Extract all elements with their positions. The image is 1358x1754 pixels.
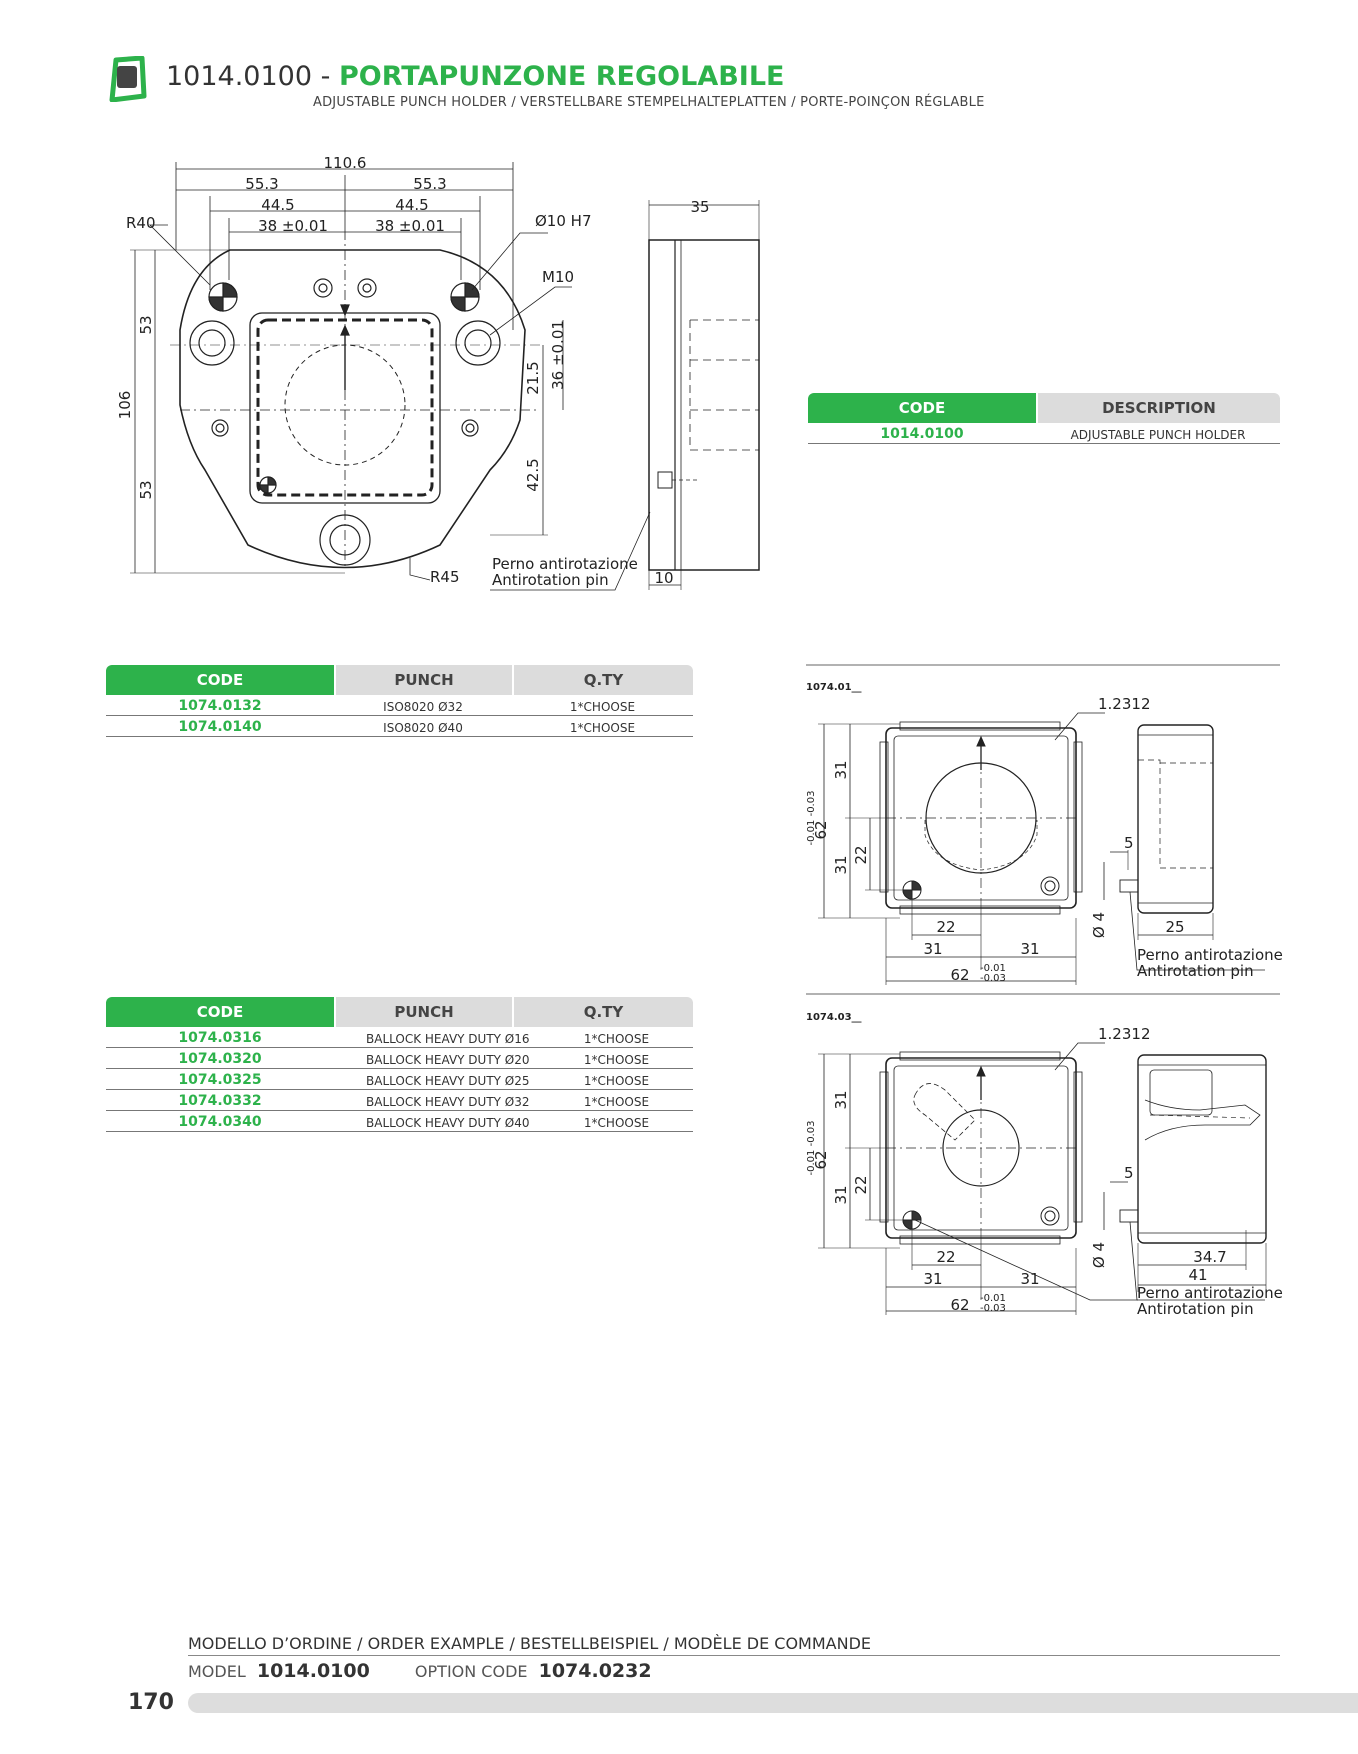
- dim-62-horizontal: 62: [950, 1296, 970, 1314]
- dim-41: 41: [1188, 1266, 1208, 1284]
- table-row: 1014.0100 ADJUSTABLE PUNCH HOLDER: [808, 423, 1280, 444]
- title-separator: -: [320, 61, 331, 92]
- iso-header-code: CODE: [106, 665, 334, 695]
- dim-53-top: 53: [137, 315, 155, 335]
- dim-d10h7: Ø10 H7: [535, 212, 592, 230]
- dim-31-left: 31: [923, 940, 943, 958]
- ballock-header-punch: PUNCH: [336, 997, 512, 1027]
- dim-62-vertical: 62: [812, 1150, 830, 1170]
- dim-half-left: 55.3: [245, 175, 279, 193]
- dim-53-bottom: 53: [137, 480, 155, 500]
- page-subtitle: ADJUSTABLE PUNCH HOLDER / VERSTELLBARE STEMPELHALTEPLATTEN / PORTE-POINÇON RÉGLABLE: [313, 95, 985, 110]
- dim-m10: M10: [542, 268, 575, 286]
- dim-31-right: 31: [1020, 940, 1040, 958]
- dim-31-right: 31: [1020, 1270, 1040, 1288]
- pin-label-it: Perno antirotazione: [1137, 946, 1283, 964]
- title-main: PORTAPUNZONE REGOLABILE: [338, 61, 785, 92]
- side-dim-35: 35: [690, 198, 710, 216]
- table-row: 1074.0316 BALLOCK HEAVY DUTY Ø16 1*CHOOSE: [106, 1027, 693, 1048]
- dim-34-7: 34.7: [1193, 1248, 1227, 1266]
- option-code-label: OPTION CODE: [414, 1662, 528, 1681]
- pin-label-en: Antirotation pin: [1137, 962, 1254, 980]
- dim-d4: Ø 4: [1090, 1241, 1108, 1269]
- dim-62-tolerance-bottom: -0.03: [980, 1303, 1006, 1314]
- dim-total: 110.6: [323, 154, 367, 172]
- table-row: 1074.0132 ISO8020 Ø32 1*CHOOSE: [106, 695, 693, 716]
- dim-62-tolerance-bottom: -0.03: [980, 973, 1006, 984]
- table-row: 1074.0325 BALLOCK HEAVY DUTY Ø25 1*CHOOSE: [106, 1069, 693, 1090]
- dim-44-right: 44.5: [395, 196, 429, 214]
- dim-22-vertical: 22: [852, 1175, 870, 1195]
- table-row: 1074.0320 BALLOCK HEAVY DUTY Ø20 1*CHOOSE: [106, 1048, 693, 1069]
- screw-label: 1.2312: [1098, 1025, 1151, 1043]
- model-label: MODEL: [188, 1662, 246, 1681]
- table-row: 1074.0332 BALLOCK HEAVY DUTY Ø32 1*CHOOSE: [106, 1090, 693, 1111]
- title-code: 1014.0100: [166, 61, 313, 92]
- dim-44-left: 44.5: [261, 196, 295, 214]
- dim-42-5: 42.5: [524, 458, 542, 492]
- dim-62-horizontal: 62: [950, 966, 970, 984]
- dim-31-bottom: 31: [832, 1185, 850, 1205]
- pin-label-it: Perno antirotazione: [492, 555, 638, 573]
- dim-half-right: 55.3: [413, 175, 447, 193]
- brand-logo-icon: [106, 56, 148, 102]
- dim-22-horizontal: 22: [936, 1248, 956, 1266]
- iso-header-punch: PUNCH: [336, 665, 512, 695]
- dim-21-5: 21.5: [524, 361, 542, 395]
- dim-25: 25: [1165, 918, 1185, 936]
- dim-5: 5: [1124, 1164, 1134, 1182]
- order-example-row: [188, 1660, 652, 1682]
- ballock-header-code: CODE: [106, 997, 334, 1027]
- dim-31-top: 31: [832, 760, 850, 780]
- dim-22-vertical: 22: [852, 845, 870, 865]
- dim-106: 106: [116, 390, 134, 420]
- description-table: [808, 393, 1280, 444]
- dim-31-left: 31: [923, 1270, 943, 1288]
- iso-punch-table: [106, 665, 693, 737]
- table-row: 1074.0140 ISO8020 Ø40 1*CHOOSE: [106, 716, 693, 737]
- dim-62-tolerance-top: -0.01: [980, 1293, 1006, 1304]
- dim-31-bottom: 31: [832, 855, 850, 875]
- drawing-label: 1074.01__: [806, 682, 862, 693]
- dim-r45: R45: [430, 568, 460, 586]
- ballock-punch-table: [106, 997, 693, 1132]
- dim-22-horizontal: 22: [936, 918, 956, 936]
- dim-62-tolerance: -0.01 -0.03: [806, 1120, 817, 1176]
- option-code-value: 1074.0232: [538, 1660, 652, 1682]
- dim-38-right: 38 ±0.01: [375, 217, 445, 235]
- drawing-1074-01: [800, 660, 1290, 995]
- drawing-label: 1074.03__: [806, 1012, 862, 1023]
- screw-label: 1.2312: [1098, 695, 1151, 713]
- dim-62-tolerance-top: -0.01: [980, 963, 1006, 974]
- table-row: 1074.0340 BALLOCK HEAVY DUTY Ø40 1*CHOOSE: [106, 1111, 693, 1132]
- dim-r40: R40: [126, 214, 156, 232]
- dim-38-left: 38 ±0.01: [258, 217, 328, 235]
- page-title: [166, 62, 785, 92]
- pin-label-en: Antirotation pin: [1137, 1300, 1254, 1318]
- pin-label-it: Perno antirotazione: [1137, 1284, 1283, 1302]
- ballock-header-qty: Q.TY: [514, 997, 693, 1027]
- side-dim-10: 10: [654, 569, 674, 587]
- drawing-1074-03: [800, 990, 1290, 1325]
- footer-bar: [188, 1693, 1358, 1713]
- desc-header-code: CODE: [808, 393, 1036, 423]
- order-example-label: MODELLO D’ORDINE / ORDER EXAMPLE / BESTELLBEISPIEL / MODÈLE DE COMMANDE: [188, 1634, 871, 1653]
- model-value: 1014.0100: [256, 1660, 370, 1682]
- dim-62-tolerance: -0.01 -0.03: [806, 790, 817, 846]
- dim-62-vertical: 62: [812, 820, 830, 840]
- dim-31-top: 31: [832, 1090, 850, 1110]
- dim-5: 5: [1124, 834, 1134, 852]
- dim-36: 36 ±0.01: [549, 320, 567, 390]
- page-number: 170: [128, 1690, 174, 1715]
- pin-label-en: Antirotation pin: [492, 571, 609, 589]
- dim-d4: Ø 4: [1090, 911, 1108, 939]
- desc-header-description: DESCRIPTION: [1038, 393, 1280, 423]
- iso-header-qty: Q.TY: [514, 665, 693, 695]
- main-drawing: [110, 150, 770, 600]
- order-divider: [188, 1655, 1280, 1656]
